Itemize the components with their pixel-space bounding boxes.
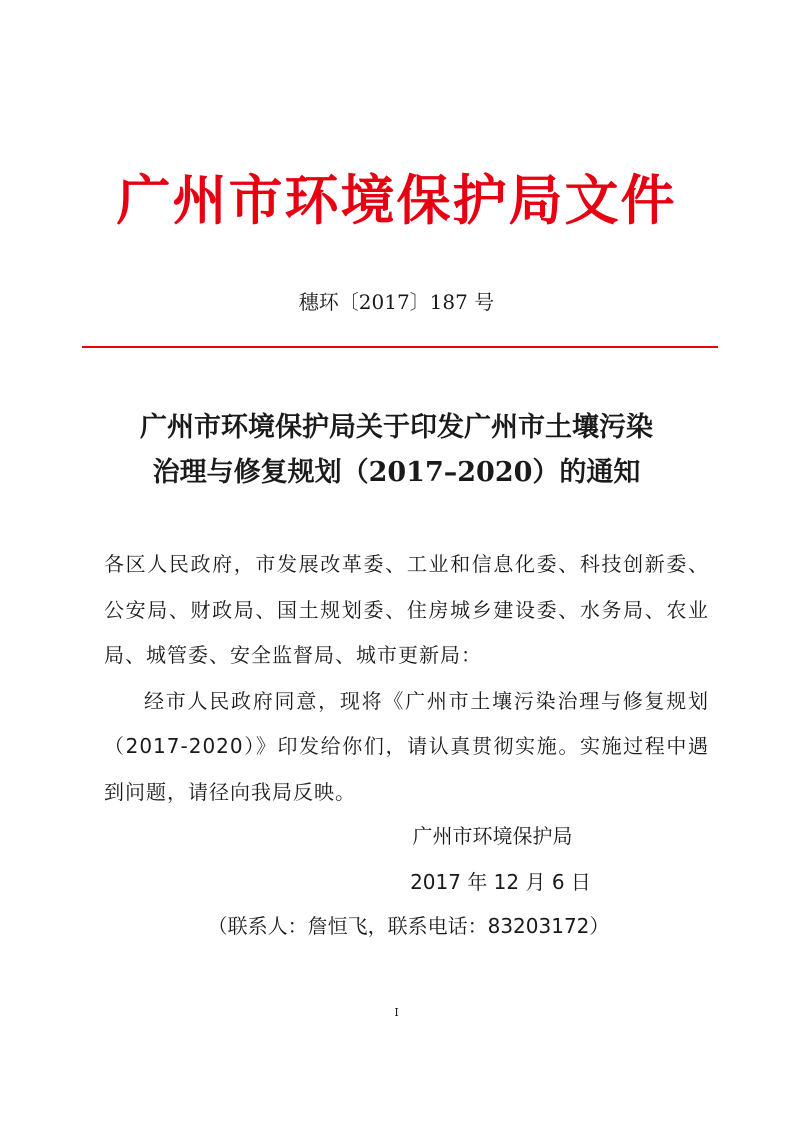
signing-date: 2017 年 12 月 6 日 — [410, 870, 591, 894]
document-title — [40, 405, 753, 495]
body-paragraph: 经市人民政府同意，现将《广州市土壤污染治理与修复规划（2017-2020）》印发给你们，请认真贯彻实施。实施过程中遇到问题，请径向我局反映。 — [104, 688, 709, 804]
page-number: I — [394, 1006, 399, 1019]
contact-info: （联系人：詹恒飞，联系电话：83203172） — [207, 914, 610, 938]
red-separator-line — [82, 346, 718, 348]
document-masthead: 广州市环境保护局文件 — [116, 168, 677, 232]
document-title-line-2: 治理与修复规划（2017–2020）的通知 — [152, 457, 641, 488]
signing-organization: 广州市环境保护局 — [412, 824, 573, 848]
document-title-line-1: 广州市环境保护局关于印发广州市土壤污染 — [140, 412, 653, 443]
document-body — [104, 542, 709, 816]
addressees-paragraph: 各区人民政府，市发展改革委、工业和信息化委、科技创新委、公安局、财政局、国土规划委、住房城乡建设委、水务局、农业局、城管委、安全监督局、城市更新局： — [104, 552, 709, 668]
document-number: 穗环〔2017〕187 号 — [298, 290, 495, 314]
